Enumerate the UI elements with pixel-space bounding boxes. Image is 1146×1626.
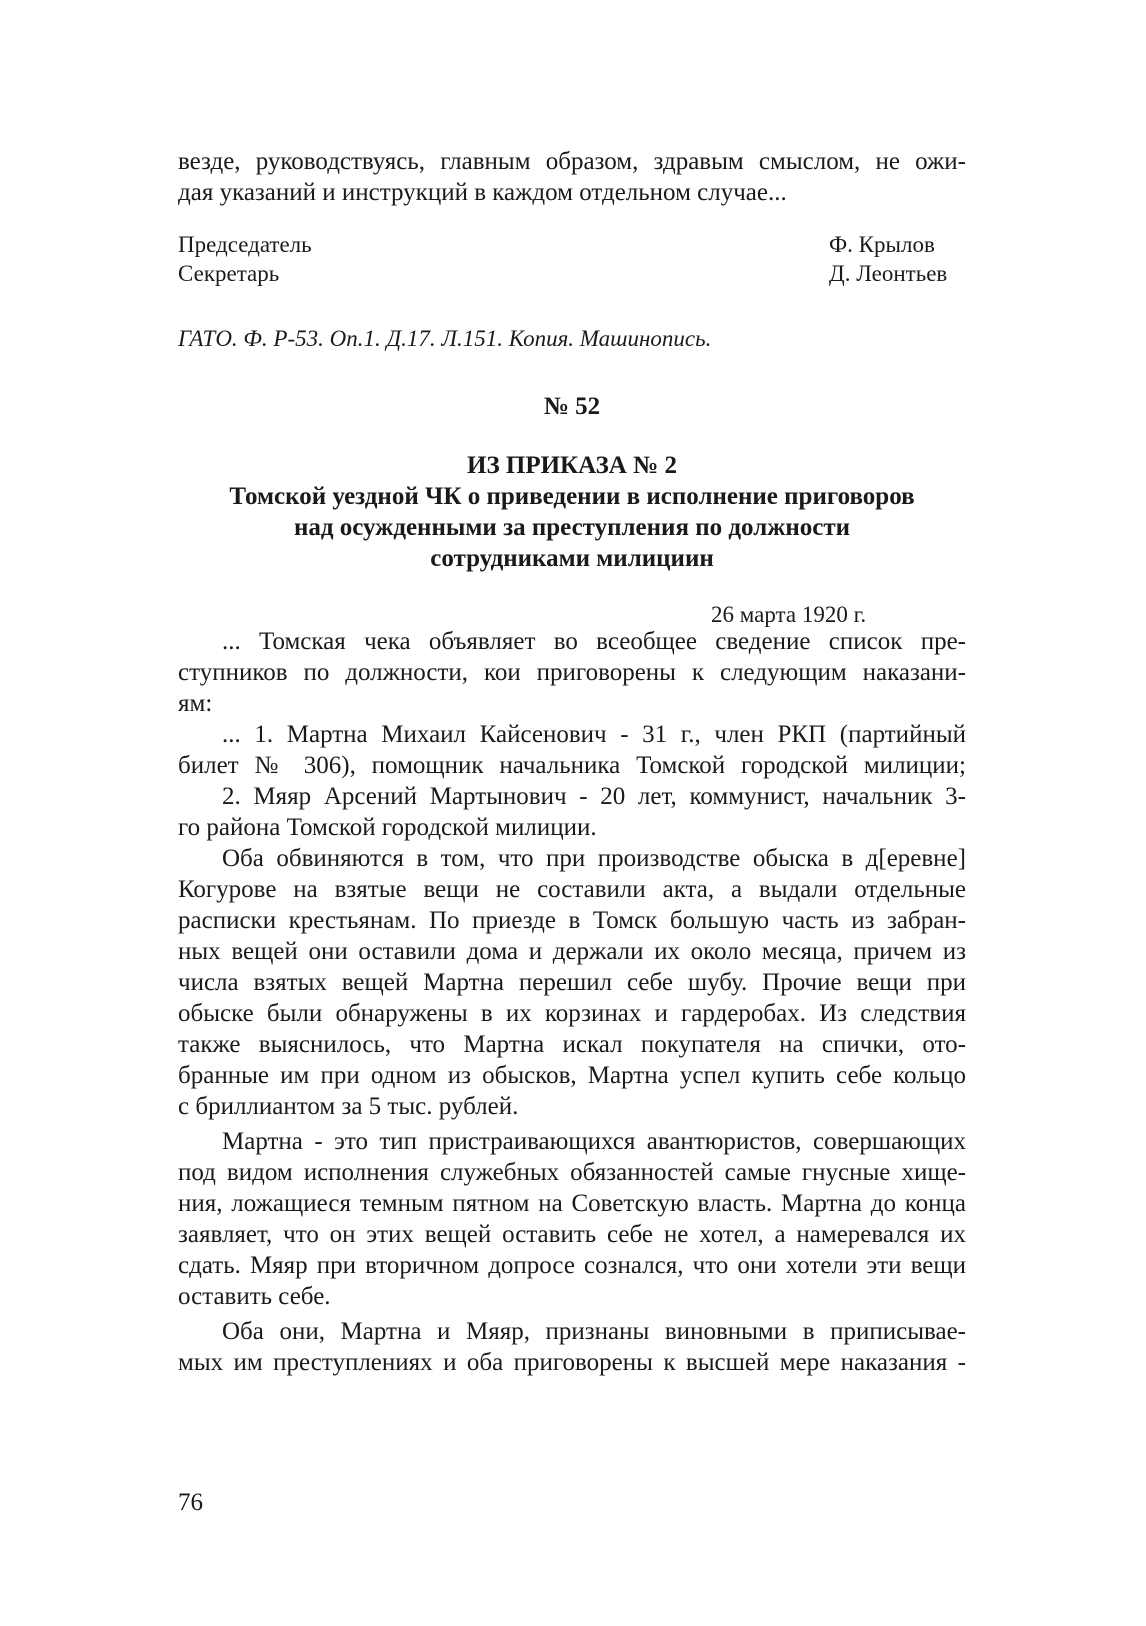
body-line: ступников по должности, кои приговорены к следующим наказани- — [178, 659, 966, 686]
body-line: сдать. Мяяр при вторичном допросе сознался, что они хотели эти вещи — [178, 1252, 966, 1279]
body-line: ния, ложащиеся темным пятном на Советскую власть. Мартна до конца — [178, 1190, 966, 1217]
body-line: оставить себе. — [178, 1283, 331, 1310]
body-line: ям: — [178, 690, 213, 717]
secretary-title: Секретарь — [178, 261, 280, 286]
body-line: Оба обвиняются в том, что при производстве обыска в д[еревне] — [222, 845, 966, 872]
body-line: ... Томская чека объявляет во всеобщее сведение список пре- — [222, 628, 966, 655]
body-line: бранные им при одном из обысков, Мартна успел купить себе кольцо — [178, 1062, 966, 1089]
body-line: под видом исполнения служебных обязанностей самые гнусные хище- — [178, 1159, 966, 1186]
body-line: расписки крестьянам. По приезде в Томск большую часть из забран- — [178, 907, 966, 934]
document-number: № 52 — [543, 393, 601, 420]
body-line: 2. Мяяр Арсений Мартынович - 20 лет, коммунист, начальник 3- — [222, 783, 966, 810]
body-line: заявляет, что он этих вещей оставить себе не хотел, а намеревался их — [178, 1221, 966, 1248]
page-number: 76 — [178, 1489, 203, 1516]
body-line: с бриллиантом за 5 тыс. рублей. — [178, 1093, 519, 1120]
body-line: числа взятых вещей Мартна перешил себе шубу. Прочие вещи при — [178, 969, 966, 996]
body-line: ных вещей они оставили дома и держали их около месяца, причем из — [178, 938, 966, 965]
body-line: ... 1. Мартна Михаил Кайсенович - 31 г., член РКП (партийный — [222, 721, 966, 748]
body-line: обыске были обнаружены в их корзинах и гардеробах. Из следствия — [178, 1000, 966, 1027]
document-subheading-1: Томской уездной ЧК о приведении в исполнение приговоров — [229, 483, 915, 510]
body-line: билет № 306), помощник начальника Томской городской милиции; — [178, 752, 966, 779]
body-line: Мартна - это тип пристраивающихся авантюристов, совершающих — [222, 1128, 966, 1155]
document-date: 26 марта 1920 г. — [711, 602, 867, 627]
intro-line-1: везде, руководствуясь, главным образом, здравым смыслом, не ожи- — [178, 148, 966, 175]
chair-title: Председатель — [178, 232, 312, 257]
secretary-name: Д. Леонтьев — [829, 261, 948, 286]
body-line: мых им преступлениях и оба приговорены к высшей мере наказания - — [178, 1349, 966, 1376]
body-line: го района Томской городской милиции. — [178, 814, 597, 841]
chair-name: Ф. Крылов — [829, 232, 935, 257]
body-line: Оба они, Мартна и Мяяр, признаны виновными в приписывае- — [222, 1318, 966, 1345]
body-line: также выяснилось, что Мартна искал покупателя на спички, ото- — [178, 1031, 966, 1058]
document-subheading-3: сотрудниками милициин — [430, 545, 714, 572]
body-line: Когурове на взятые вещи не составили акта, а выдали отдельные — [178, 876, 966, 903]
document-heading: ИЗ ПРИКАЗА № 2 — [467, 452, 677, 479]
document-subheading-2: над осужденными за преступления по должности — [293, 514, 851, 541]
intro-line-2: дая указаний и инструкций в каждом отдельном случае... — [178, 179, 787, 206]
archive-source: ГАТО. Ф. Р-53. Оп.1. Д.17. Л.151. Копия. Машинопись. — [178, 326, 712, 351]
